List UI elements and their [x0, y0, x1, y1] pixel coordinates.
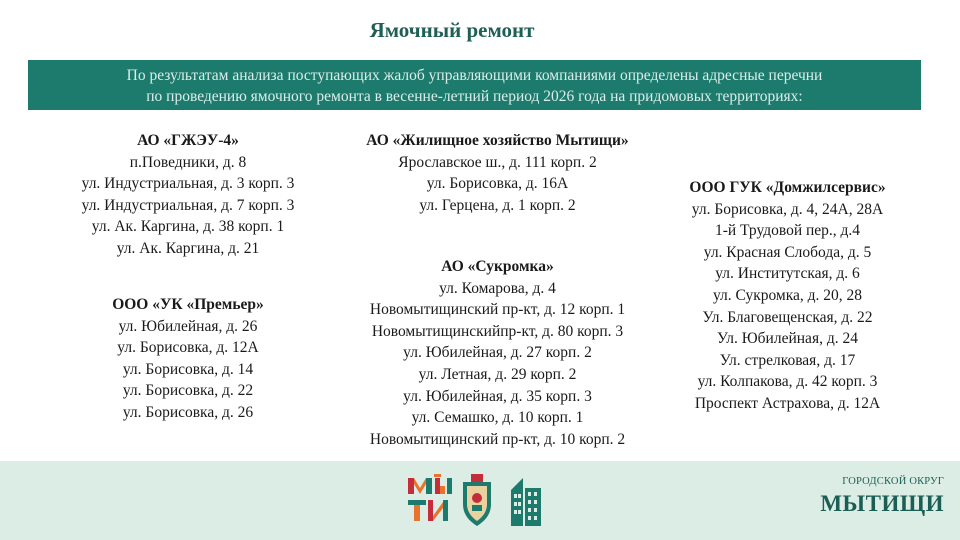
- address-item: ул. Юбилейная, д. 35 корп. 3: [403, 387, 592, 405]
- address-item: ул. Борисовка, д. 14: [122, 360, 254, 378]
- address-item: ул. Ак. Каргина, д. 38 корп. 1: [91, 218, 285, 236]
- intro-line-2: по проведению ямочного ремонта в весенне-летний период 2026 года на придомовых территориях:: [146, 88, 803, 105]
- building-icon: [507, 474, 547, 528]
- company-gzheu-4: [48, 130, 328, 260]
- address-item: ул. Юбилейная, д. 27 корп. 2: [403, 344, 592, 362]
- address-item: ул. Индустриальная, д. 7 корп. 3: [81, 196, 295, 214]
- district-mark: [820, 476, 944, 517]
- district-label: ГОРОДСКОЙ ОКРУГ: [842, 476, 944, 487]
- address-item: ул. Колпакова, д. 42 корп. 3: [697, 373, 878, 391]
- address-item: ул. Борисовка, д. 26: [122, 403, 254, 421]
- address-item: Ул. Благовещенская, д. 22: [702, 308, 873, 326]
- address-item: п.Поведники, д. 8: [129, 153, 247, 171]
- address-item: Ул. Юбилейная, д. 24: [717, 330, 858, 348]
- address-item: Новомытищинский пр-кт, д. 10 корп. 2: [369, 430, 626, 448]
- address-item: ул. Комарова, д. 4: [439, 279, 556, 297]
- address-item: ул. Красная Слобода, д. 5: [703, 243, 872, 261]
- address-item: ул. Юбилейная, д. 26: [118, 317, 258, 335]
- intro-banner: [28, 60, 921, 110]
- address-item: ул. Сукромка, д. 20, 28: [712, 286, 863, 304]
- address-item: ул. Семашко, д. 10 корп. 1: [411, 409, 584, 427]
- address-item: ул. Ак. Каргина, д. 21: [116, 239, 260, 257]
- company-domzhilservis: [655, 177, 920, 415]
- address-item: ул. Борисовка, д. 22: [122, 382, 254, 400]
- address-item: ул. Борисовка, д. 12А: [117, 339, 259, 357]
- address-item: Ярославское ш., д. 111 корп. 2: [398, 153, 597, 171]
- address-item: ул. Герцена, д. 1 корп. 2: [419, 196, 576, 214]
- address-item: ул. Институтская, д. 6: [715, 265, 860, 283]
- company-sukromka: [335, 256, 660, 450]
- address-item: Проспект Астрахова, д. 12А: [694, 394, 881, 412]
- company-name: АО «ГЖЭУ-4»: [137, 132, 239, 149]
- address-item: ул. Индустриальная, д. 3 корп. 3: [81, 175, 295, 193]
- address-item: Новомытищинскийпр-кт, д. 80 корп. 3: [371, 322, 624, 340]
- address-item: ул. Борисовка, д. 16А: [426, 175, 569, 193]
- address-item: Новомытищинский пр-кт, д. 12 корп. 1: [369, 301, 626, 319]
- address-item: ул. Борисовка, д. 4, 24А, 28А: [691, 200, 884, 218]
- address-item: ул. Летная, д. 29 корп. 2: [418, 365, 577, 383]
- coat-of-arms-icon: [457, 474, 497, 528]
- address-item: 1-й Трудовой пер., д.4: [714, 222, 861, 240]
- company-name: АО «Сукромка»: [441, 258, 554, 275]
- company-name: ООО «УК «Премьер»: [112, 296, 264, 313]
- logo-group: [407, 474, 547, 528]
- company-name: ООО ГУК «Домжилсервис»: [689, 179, 886, 196]
- company-zhilishchnoe-khozyaystvo: [335, 130, 660, 216]
- district-name: МЫТИЩИ: [820, 491, 944, 516]
- company-name: АО «Жилищное хозяйство Мытищи»: [366, 132, 629, 149]
- company-uk-premier: [48, 294, 328, 424]
- intro-line-1: По результатам анализа поступающих жалоб управляющими компаниями определены адресные перечни: [126, 67, 823, 84]
- address-item: Ул. стрелковая, д. 17: [719, 351, 856, 369]
- page-title: Ямочный ремонт: [369, 18, 535, 42]
